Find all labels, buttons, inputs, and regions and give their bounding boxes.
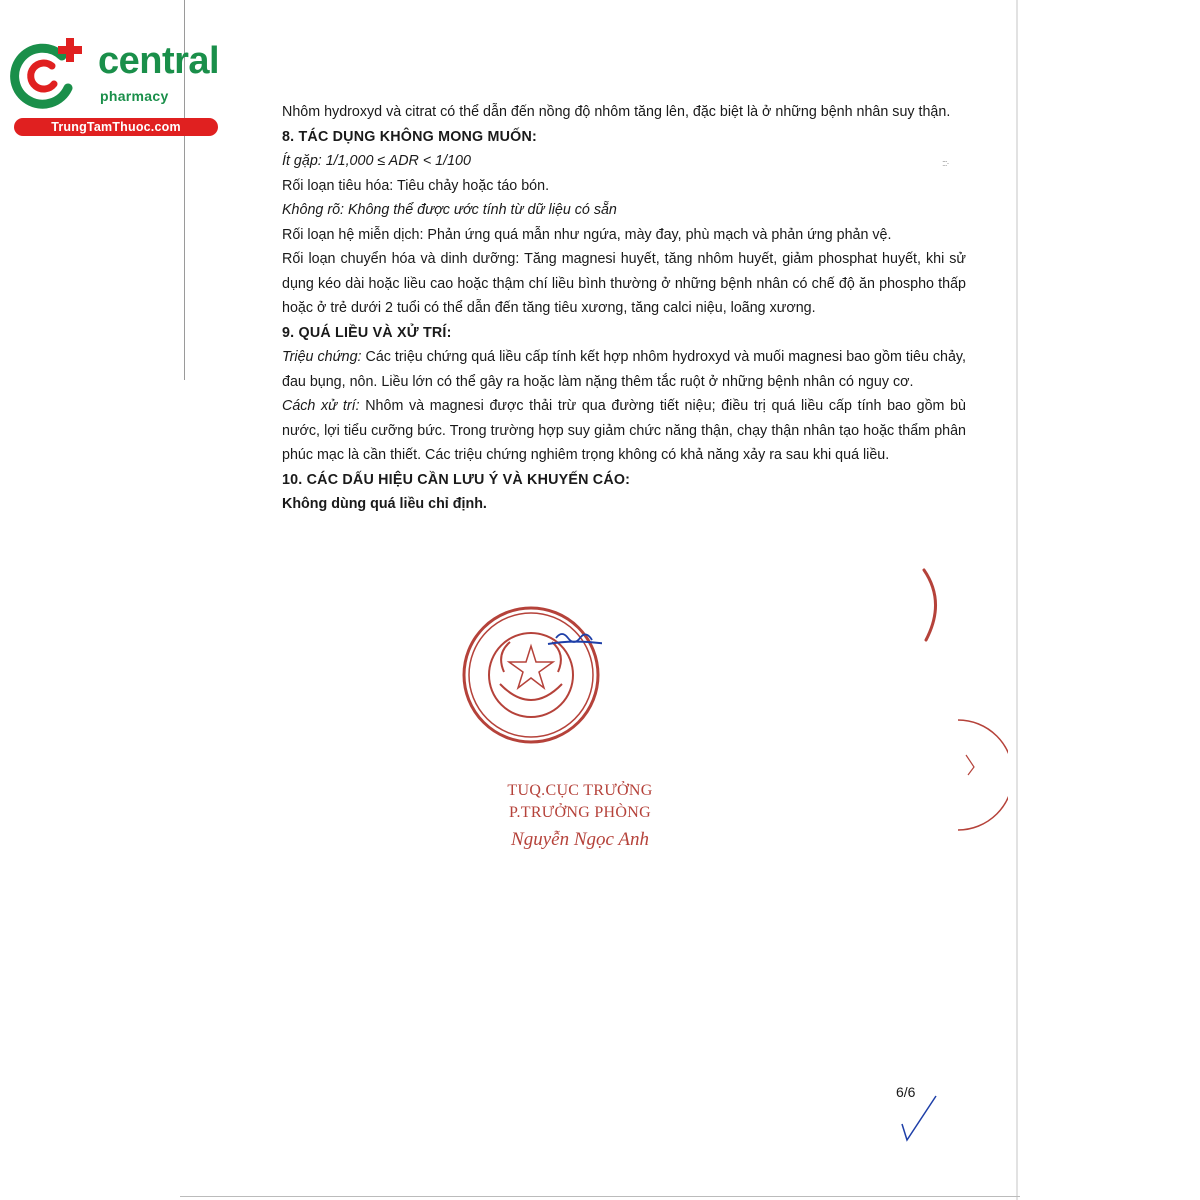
logo-site-badge xyxy=(14,118,218,136)
immune-disorders: Rối loạn hệ miễn dịch: Phản ứng quá mẫn như ngứa, mày đay, phù mạch và phản ứng phản vệ. xyxy=(282,226,892,243)
treatment-paragraph xyxy=(282,394,966,468)
red-ink-arc xyxy=(918,566,948,646)
ministry-seal-stamp xyxy=(460,604,602,746)
document-body xyxy=(282,100,966,517)
signer-title-1: TUQ.CỤC TRƯỞNG xyxy=(507,782,653,799)
intro-paragraph: Nhôm hydroxyd và citrat có thể dẫn đến nồng độ nhôm tăng lên, đặc biệt là ở những bệnh nhân suy thận. xyxy=(282,104,951,120)
section-9-heading: 9. QUÁ LIỀU VÀ XỬ TRÍ: xyxy=(282,324,452,341)
frequency-unknown: Không rõ: Không thể được ước tính từ dữ liệu có sẵn xyxy=(282,202,617,218)
page-edge-right xyxy=(1016,0,1018,1200)
page-number: 6/6 xyxy=(896,1084,916,1100)
logo-brand-name: central xyxy=(98,40,220,82)
dosage-warning: Không dùng quá liều chỉ định. xyxy=(282,496,487,512)
treatment-text: Nhôm và magnesi được thải trừ qua đường tiết niệu; điều trị quá liều cấp tính bao gồm bù nước, lợi tiểu cưỡng bức. Trong trường hợp suy giảm chức năng thận, chạy thận nhân tạo hoặc thẩm phân phúc mạc là cần thiết. Các triệu chứng nghiêm trọng không có khả năng xảy ra sau khi quá liều. xyxy=(282,398,966,463)
signature-block xyxy=(470,780,690,854)
symptoms-text: Các triệu chứng quá liều cấp tính kết hợp nhôm hydroxyd và muối magnesi bao gồm tiêu chảy, đau bụng, nôn. Liều lớn có thể gây ra hoặc làm nặng thêm tắc ruột ở những bệnh nhân có nguy cơ. xyxy=(282,349,966,390)
logo-site-text: TrungTamThuoc.com xyxy=(51,120,181,134)
frequency-uncommon: Ít gặp: 1/1,000 ≤ ADR < 1/100 xyxy=(282,153,471,169)
check-mark-icon xyxy=(898,1094,942,1146)
company-side-stamp xyxy=(948,715,1008,835)
symptoms-paragraph xyxy=(282,345,966,394)
signer-name: Nguyễn Ngọc Anh xyxy=(511,829,649,850)
gi-disorders: Rối loạn tiêu hóa: Tiêu chảy hoặc táo bón. xyxy=(282,177,550,194)
treatment-label: Cách xử trí: xyxy=(282,398,360,414)
metabolic-disorders: Rối loạn chuyển hóa và dinh dưỡng: Tăng magnesi huyết, tăng nhôm huyết, giảm phosphat huyết, khi sử dụng kéo dài hoặc liều cao hoặc thậm chí liều bình thường ở những bệnh nhân có chế độ ăn phospho thấp hoặc ở trẻ dưới 2 tuổi có thể dẫn đến tăng tiêu xương, tăng calci niệu, loãng xương. xyxy=(282,251,966,316)
symptoms-label: Triệu chứng: xyxy=(282,349,362,365)
section-10-heading: 10. CÁC DẤU HIỆU CẦN LƯU Ý VÀ KHUYẾN CÁO: xyxy=(282,471,631,488)
signer-title-2: P.TRƯỞNG PHÒNG xyxy=(509,804,651,821)
section-8-heading: 8. TÁC DỤNG KHÔNG MONG MUỐN: xyxy=(282,128,537,145)
page-edge-bottom xyxy=(180,1196,1020,1197)
pharmacy-cross-logo-icon xyxy=(10,38,92,110)
central-pharmacy-logo xyxy=(10,38,220,138)
logo-subtitle: pharmacy xyxy=(100,88,169,104)
scan-speck: :::· xyxy=(942,158,949,168)
